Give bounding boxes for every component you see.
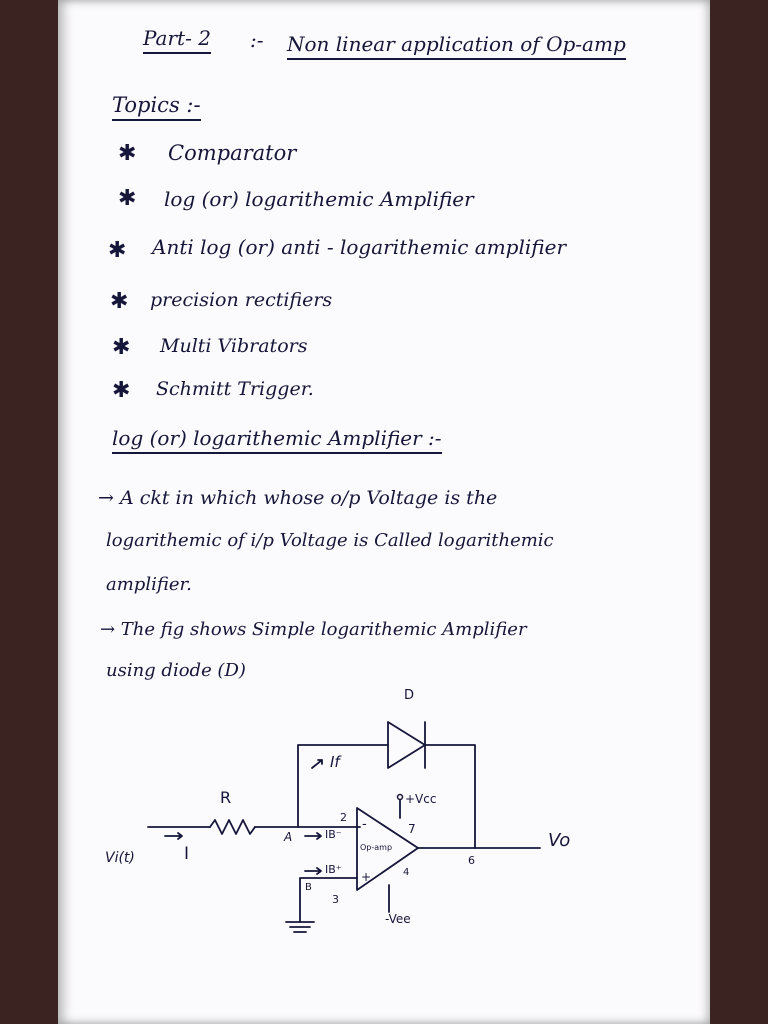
bullet-icon: ✱: [112, 335, 131, 360]
topic-item: Comparator: [168, 141, 297, 165]
input-label: Vi(t): [105, 850, 135, 866]
ib-minus-label: IB⁻: [325, 828, 342, 841]
ib-plus-label: IB⁺: [325, 863, 342, 876]
node-b-label: B: [305, 882, 312, 893]
topics-heading: Topics :-: [112, 95, 201, 116]
section-line: logarithemic of i/p Voltage is Called logarithemic: [106, 530, 554, 551]
section-line: amplifier.: [106, 574, 192, 595]
title-part: Part- 2: [143, 28, 211, 48]
vcc-label: +Vcc: [405, 792, 437, 806]
section-heading: log (or) logarithemic Amplifier :-: [112, 428, 442, 448]
pin2-label: 2: [340, 811, 347, 824]
opamp-label: Op-amp: [360, 843, 393, 852]
pin3-label: 3: [332, 893, 339, 906]
section-line: → A ckt in which whose o/p Voltage is the: [98, 487, 498, 509]
section-line: → The fig shows Simple logarithemic Amplifier: [100, 619, 527, 640]
topic-item: Schmitt Trigger.: [156, 378, 314, 400]
title-separator: :-: [250, 28, 264, 52]
input-current-label: I: [184, 844, 190, 864]
ib-plus-arrow-icon: [305, 868, 321, 874]
node-a-label: A: [284, 830, 293, 844]
bullet-icon: ✱: [118, 186, 137, 211]
pin7-label: 7: [408, 822, 416, 836]
topic-item: log (or) logarithemic Amplifier: [164, 187, 474, 211]
if-arrow-icon: [312, 760, 322, 768]
ground-icon: [286, 922, 314, 932]
bullet-icon: ✱: [118, 141, 137, 166]
resistor-icon: [210, 820, 255, 834]
topic-item: precision rectifiers: [150, 289, 333, 311]
diode-label: D: [404, 688, 415, 703]
topic-item: Multi Vibrators: [160, 335, 308, 357]
bullet-icon: ✱: [110, 289, 129, 314]
vcc-terminal: [398, 795, 403, 800]
vee-label: -Vee: [385, 912, 411, 926]
i-arrow-icon: [165, 833, 182, 839]
page-title: Non linear application of Op-amp: [287, 34, 626, 54]
diode-icon: [388, 722, 425, 768]
plus-input-label: +: [361, 870, 372, 884]
output-label: Vo: [548, 830, 571, 851]
ib-minus-arrow-icon: [305, 833, 321, 839]
resistor-label: R: [220, 788, 232, 807]
section-line: using diode (D): [106, 660, 246, 681]
bullet-icon: ✱: [112, 378, 131, 403]
pin4-label: 4: [403, 867, 410, 878]
minus-input-label: -: [362, 817, 367, 832]
feedback-current-label: If: [330, 753, 340, 771]
pin6-label: 6: [468, 854, 475, 867]
bullet-icon: ✱: [108, 238, 127, 263]
topic-item: Anti log (or) anti - logarithemic amplifier: [152, 235, 567, 259]
